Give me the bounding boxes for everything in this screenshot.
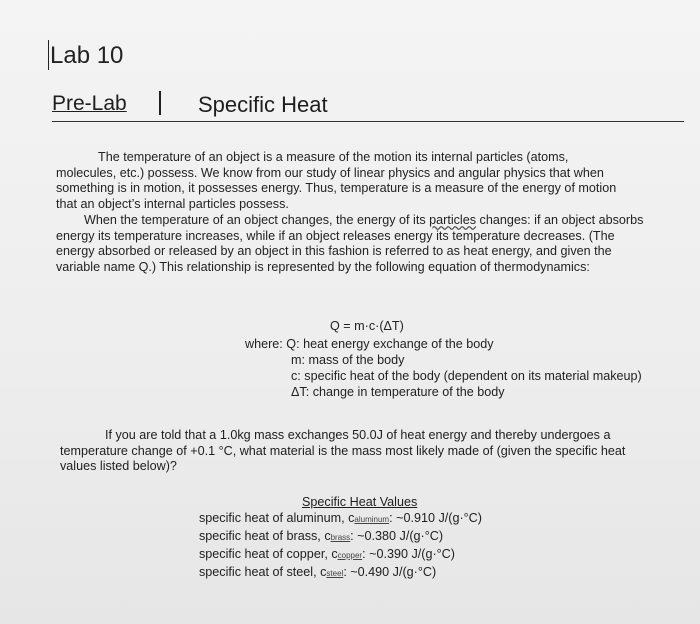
lab-title: Lab 10 <box>50 42 124 69</box>
p1-line-3: something is in motion, it possesses energy. Thus, temperature is a measure of the energy of motion <box>56 181 617 196</box>
p1-line-4: that an object’s internal particles possess. <box>56 196 289 211</box>
value-row <box>199 528 482 546</box>
values-title: Specific Heat Values <box>302 495 418 509</box>
p2-line-1c: changes: if an object absorbs <box>476 213 644 227</box>
value-subscript: steel <box>326 569 344 578</box>
value-label: specific heat of aluminum, <box>199 511 349 525</box>
intro-paragraph-1 <box>56 150 616 212</box>
value-symbol: c <box>324 529 331 543</box>
p2-line-4: variable name Q.) This relationship is represented by the following equation of thermodynamics: <box>56 259 590 274</box>
intro-paragraph-2 <box>56 213 643 275</box>
c-definition: c: specific heat of the body (dependent on its material makeup) <box>291 369 642 383</box>
p1-line-2: molecules, etc.) possess. We know from our study of linear physics and angular physics that when <box>56 165 604 180</box>
value-subscript: copper <box>337 551 363 560</box>
value-symbol: c <box>348 511 355 525</box>
heading-underline-rule <box>52 121 684 122</box>
spellcheck-word: particles <box>429 213 477 227</box>
p2-line-1 <box>56 213 643 229</box>
value-row <box>199 564 482 582</box>
equation-block <box>245 318 642 400</box>
value-label: specific heat of copper, <box>199 547 332 561</box>
dt-definition: ΔT: change in temperature of the body <box>291 385 505 399</box>
value-row <box>199 510 482 528</box>
question-paragraph <box>60 428 625 475</box>
value-label: specific heat of steel, <box>199 565 321 579</box>
where-q-definition: where: Q: heat energy exchange of the body <box>245 337 494 351</box>
p2-line-1a: When the temperature of an object changes, the energy of its <box>84 213 430 227</box>
p2-line-3: energy absorbed or released by an object in this fashion is referred to as heat energy, and given the <box>56 244 612 259</box>
value-amount: : ~0.390 J/(g·°C) <box>362 547 455 561</box>
value-subscript: aluminum <box>354 515 390 524</box>
value-amount: : ~0.910 J/(g·°C) <box>389 511 482 525</box>
value-subscript: brass <box>330 533 351 542</box>
value-amount: : ~0.380 J/(g·°C) <box>350 529 444 543</box>
heading-separator <box>159 91 161 115</box>
value-row <box>199 546 482 564</box>
values-list <box>199 510 482 582</box>
value-symbol: c <box>320 565 327 579</box>
question-line-3: values listed below)? <box>60 459 177 474</box>
value-symbol: c <box>331 547 338 561</box>
p2-line-2: energy its temperature increases, while if an object releases energy its temperature decreases. (The <box>56 228 615 243</box>
value-label: specific heat of brass, <box>199 529 325 543</box>
topic-heading: Specific Heat <box>198 92 328 117</box>
equation-formula: Q = m·c·(ΔT) <box>330 319 404 333</box>
question-line-1: If you are told that a 1.0kg mass exchanges 50.0J of heat energy and thereby undergoes a <box>105 428 611 442</box>
m-definition: m: mass of the body <box>291 353 405 367</box>
prelab-heading: Pre-Lab <box>52 92 127 115</box>
p1-line-1: The temperature of an object is a measure of the motion its internal particles (atoms, <box>98 150 569 164</box>
question-line-2: temperature change of +0.1 °C, what material is the mass most likely made of (given the specific heat <box>60 443 626 458</box>
value-amount: : ~0.490 J/(g·°C) <box>343 565 437 579</box>
text-cursor <box>48 40 49 70</box>
